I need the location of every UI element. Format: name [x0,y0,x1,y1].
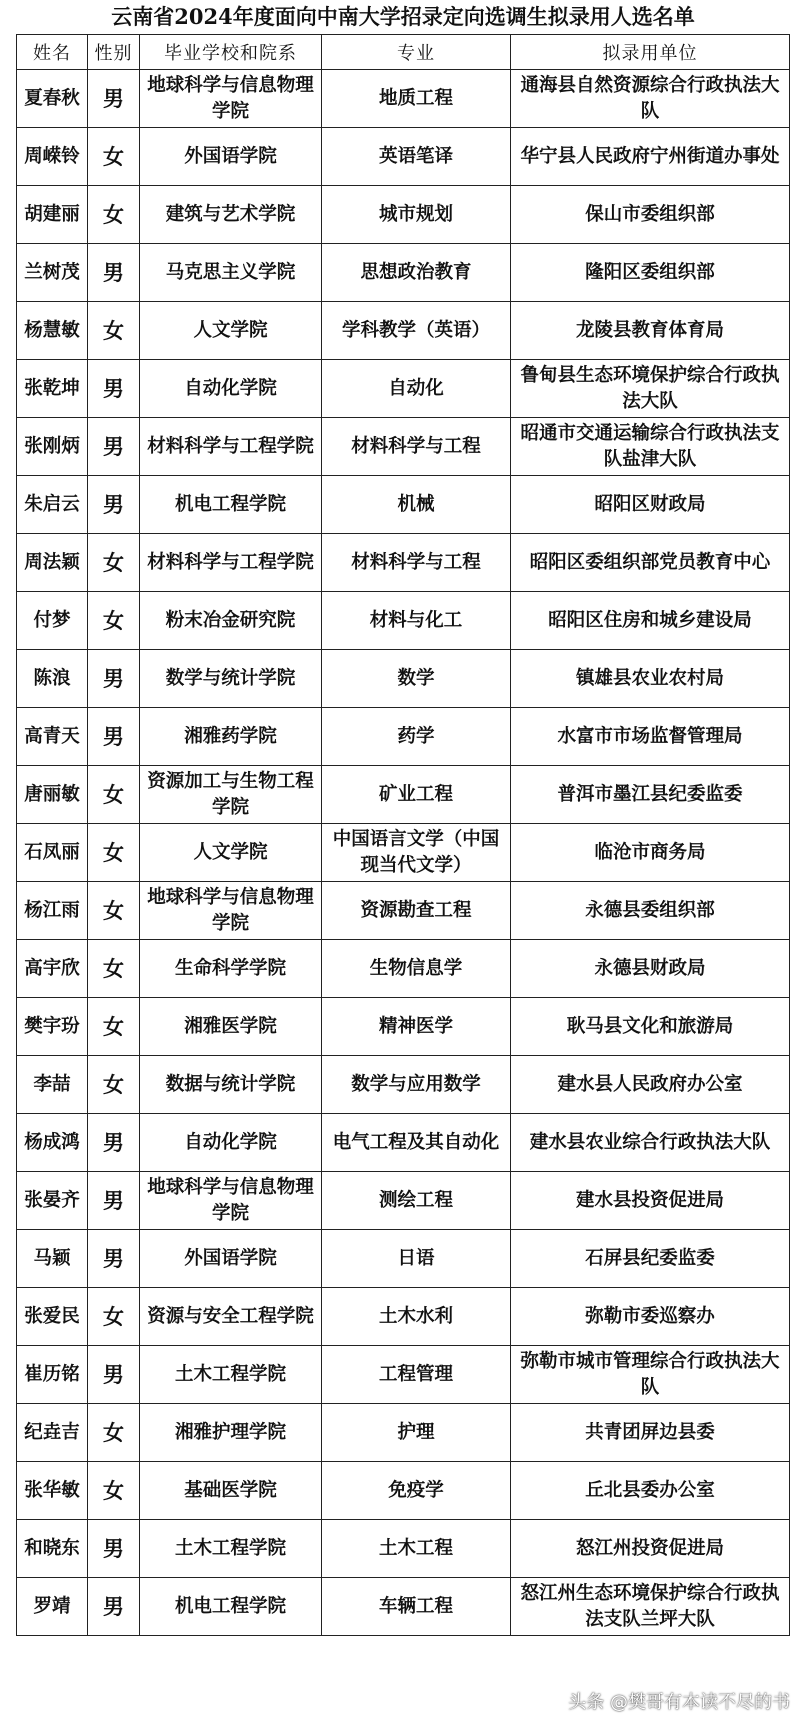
cell-gender: 男 [88,1114,140,1172]
cell-unit: 怒江州投资促进局 [511,1520,790,1578]
table-row [17,998,790,1056]
cell-gender: 女 [88,302,140,360]
cell-major: 材料与化工 [322,592,511,650]
cell-unit: 丘北县委办公室 [511,1462,790,1520]
cell-school: 外国语学院 [140,1230,322,1288]
cell-major: 材料科学与工程 [322,534,511,592]
cell-school: 自动化学院 [140,1114,322,1172]
candidate-table [16,34,790,1636]
cell-name: 杨江雨 [17,882,88,940]
cell-name: 高宇欣 [17,940,88,998]
cell-major: 日语 [322,1230,511,1288]
table-row [17,1230,790,1288]
cell-major: 精神医学 [322,998,511,1056]
table-row [17,476,790,534]
cell-school: 材料科学与工程学院 [140,534,322,592]
cell-name: 张乾坤 [17,360,88,418]
table-row [17,766,790,824]
cell-major: 矿业工程 [322,766,511,824]
cell-gender: 男 [88,70,140,128]
cell-school: 资源加工与生物工程学院 [140,766,322,824]
cell-gender: 男 [88,476,140,534]
cell-school: 数据与统计学院 [140,1056,322,1114]
cell-name: 陈浪 [17,650,88,708]
cell-gender: 女 [88,998,140,1056]
cell-major: 土木水利 [322,1288,511,1346]
cell-name: 马颖 [17,1230,88,1288]
cell-name: 张华敏 [17,1462,88,1520]
cell-gender: 女 [88,766,140,824]
watermark: 头条 @樊哥有本读不尽的书 [568,1692,790,1713]
cell-unit: 鲁甸县生态环境保护综合行政执法大队 [511,360,790,418]
cell-unit: 建水县投资促进局 [511,1172,790,1230]
table-row [17,534,790,592]
cell-major: 数学与应用数学 [322,1056,511,1114]
cell-major: 生物信息学 [322,940,511,998]
cell-school: 数学与统计学院 [140,650,322,708]
cell-unit: 弥勒市城市管理综合行政执法大队 [511,1346,790,1404]
cell-major: 机械 [322,476,511,534]
header-unit: 拟录用单位 [511,35,790,70]
table-row [17,708,790,766]
cell-school: 机电工程学院 [140,1578,322,1636]
cell-school: 土木工程学院 [140,1520,322,1578]
cell-school: 湘雅护理学院 [140,1404,322,1462]
cell-gender: 男 [88,1346,140,1404]
table-row [17,824,790,882]
cell-school: 人文学院 [140,302,322,360]
cell-school: 人文学院 [140,824,322,882]
cell-unit: 水富市市场监督管理局 [511,708,790,766]
table-row [17,1288,790,1346]
table-row [17,302,790,360]
cell-major: 自动化 [322,360,511,418]
table-header-row [17,35,790,70]
cell-name: 唐丽敏 [17,766,88,824]
cell-gender: 男 [88,1520,140,1578]
cell-unit: 普洱市墨江县纪委监委 [511,766,790,824]
cell-name: 付梦 [17,592,88,650]
cell-name: 樊宇玢 [17,998,88,1056]
cell-name: 夏春秋 [17,70,88,128]
cell-school: 湘雅医学院 [140,998,322,1056]
cell-name: 周法颖 [17,534,88,592]
cell-gender: 男 [88,1230,140,1288]
cell-major: 车辆工程 [322,1578,511,1636]
cell-name: 张爱民 [17,1288,88,1346]
cell-unit: 龙陵县教育体育局 [511,302,790,360]
cell-gender: 男 [88,1578,140,1636]
cell-gender: 男 [88,360,140,418]
cell-gender: 女 [88,824,140,882]
cell-major: 药学 [322,708,511,766]
cell-unit: 镇雄县农业农村局 [511,650,790,708]
table-row [17,1520,790,1578]
cell-school: 粉末冶金研究院 [140,592,322,650]
cell-unit: 石屏县纪委监委 [511,1230,790,1288]
table-row [17,882,790,940]
cell-major: 测绘工程 [322,1172,511,1230]
cell-unit: 建水县农业综合行政执法大队 [511,1114,790,1172]
cell-gender: 女 [88,534,140,592]
cell-name: 纪垚吉 [17,1404,88,1462]
cell-major: 地质工程 [322,70,511,128]
cell-school: 资源与安全工程学院 [140,1288,322,1346]
cell-name: 胡建丽 [17,186,88,244]
cell-name: 高青天 [17,708,88,766]
table-row [17,1056,790,1114]
cell-major: 英语笔译 [322,128,511,186]
table-row [17,128,790,186]
cell-unit: 华宁县人民政府宁州街道办事处 [511,128,790,186]
cell-major: 中国语言文学（中国现当代文学） [322,824,511,882]
table-row [17,650,790,708]
header-gender: 性别 [88,35,140,70]
cell-gender: 男 [88,1172,140,1230]
table-row [17,186,790,244]
cell-school: 马克思主义学院 [140,244,322,302]
cell-unit: 昭通市交通运输综合行政执法支队盐津大队 [511,418,790,476]
cell-school: 机电工程学院 [140,476,322,534]
cell-name: 张刚炳 [17,418,88,476]
cell-unit: 共青团屏边县委 [511,1404,790,1462]
table-row [17,418,790,476]
table-row [17,1172,790,1230]
cell-school: 地球科学与信息物理学院 [140,70,322,128]
cell-major: 免疫学 [322,1462,511,1520]
cell-unit: 昭阳区财政局 [511,476,790,534]
cell-name: 罗靖 [17,1578,88,1636]
cell-gender: 女 [88,1462,140,1520]
cell-unit: 怒江州生态环境保护综合行政执法支队兰坪大队 [511,1578,790,1636]
table-row [17,244,790,302]
cell-school: 基础医学院 [140,1462,322,1520]
cell-major: 护理 [322,1404,511,1462]
cell-major: 材料科学与工程 [322,418,511,476]
table-row [17,360,790,418]
cell-major: 思想政治教育 [322,244,511,302]
cell-school: 地球科学与信息物理学院 [140,1172,322,1230]
table-row [17,1346,790,1404]
cell-major: 电气工程及其自动化 [322,1114,511,1172]
cell-school: 土木工程学院 [140,1346,322,1404]
cell-name: 杨成鸿 [17,1114,88,1172]
cell-school: 建筑与艺术学院 [140,186,322,244]
cell-major: 工程管理 [322,1346,511,1404]
cell-school: 外国语学院 [140,128,322,186]
cell-gender: 女 [88,882,140,940]
cell-major: 数学 [322,650,511,708]
cell-gender: 男 [88,418,140,476]
cell-gender: 女 [88,1288,140,1346]
cell-unit: 建水县人民政府办公室 [511,1056,790,1114]
cell-school: 自动化学院 [140,360,322,418]
cell-major: 学科教学（英语） [322,302,511,360]
cell-name: 周嵘铃 [17,128,88,186]
cell-name: 杨慧敏 [17,302,88,360]
table-row [17,70,790,128]
table-row [17,592,790,650]
header-name: 姓名 [17,35,88,70]
header-school: 毕业学校和院系 [140,35,322,70]
cell-unit: 昭阳区委组织部党员教育中心 [511,534,790,592]
table-row [17,1462,790,1520]
cell-unit: 永德县财政局 [511,940,790,998]
cell-school: 材料科学与工程学院 [140,418,322,476]
cell-school: 湘雅药学院 [140,708,322,766]
cell-unit: 永德县委组织部 [511,882,790,940]
cell-unit: 保山市委组织部 [511,186,790,244]
table-row [17,940,790,998]
cell-major: 土木工程 [322,1520,511,1578]
cell-gender: 女 [88,592,140,650]
page-title: 云南省2024年度面向中南大学招录定向选调生拟录用人选名单 [111,4,695,29]
cell-unit: 临沧市商务局 [511,824,790,882]
cell-unit: 通海县自然资源综合行政执法大队 [511,70,790,128]
cell-unit: 耿马县文化和旅游局 [511,998,790,1056]
table-row [17,1578,790,1636]
cell-gender: 女 [88,128,140,186]
cell-name: 李喆 [17,1056,88,1114]
cell-gender: 女 [88,186,140,244]
cell-school: 生命科学学院 [140,940,322,998]
cell-unit: 隆阳区委组织部 [511,244,790,302]
table-row [17,1404,790,1462]
cell-name: 石凤丽 [17,824,88,882]
cell-gender: 男 [88,244,140,302]
cell-gender: 女 [88,940,140,998]
cell-gender: 女 [88,1404,140,1462]
cell-name: 崔历铭 [17,1346,88,1404]
cell-school: 地球科学与信息物理学院 [140,882,322,940]
header-major: 专业 [322,35,511,70]
cell-unit: 弥勒市委巡察办 [511,1288,790,1346]
cell-gender: 女 [88,1056,140,1114]
cell-unit: 昭阳区住房和城乡建设局 [511,592,790,650]
cell-gender: 男 [88,708,140,766]
cell-name: 张晏齐 [17,1172,88,1230]
cell-gender: 男 [88,650,140,708]
cell-name: 兰树茂 [17,244,88,302]
cell-name: 朱启云 [17,476,88,534]
cell-major: 资源勘查工程 [322,882,511,940]
table-row [17,1114,790,1172]
cell-name: 和晓东 [17,1520,88,1578]
cell-major: 城市规划 [322,186,511,244]
